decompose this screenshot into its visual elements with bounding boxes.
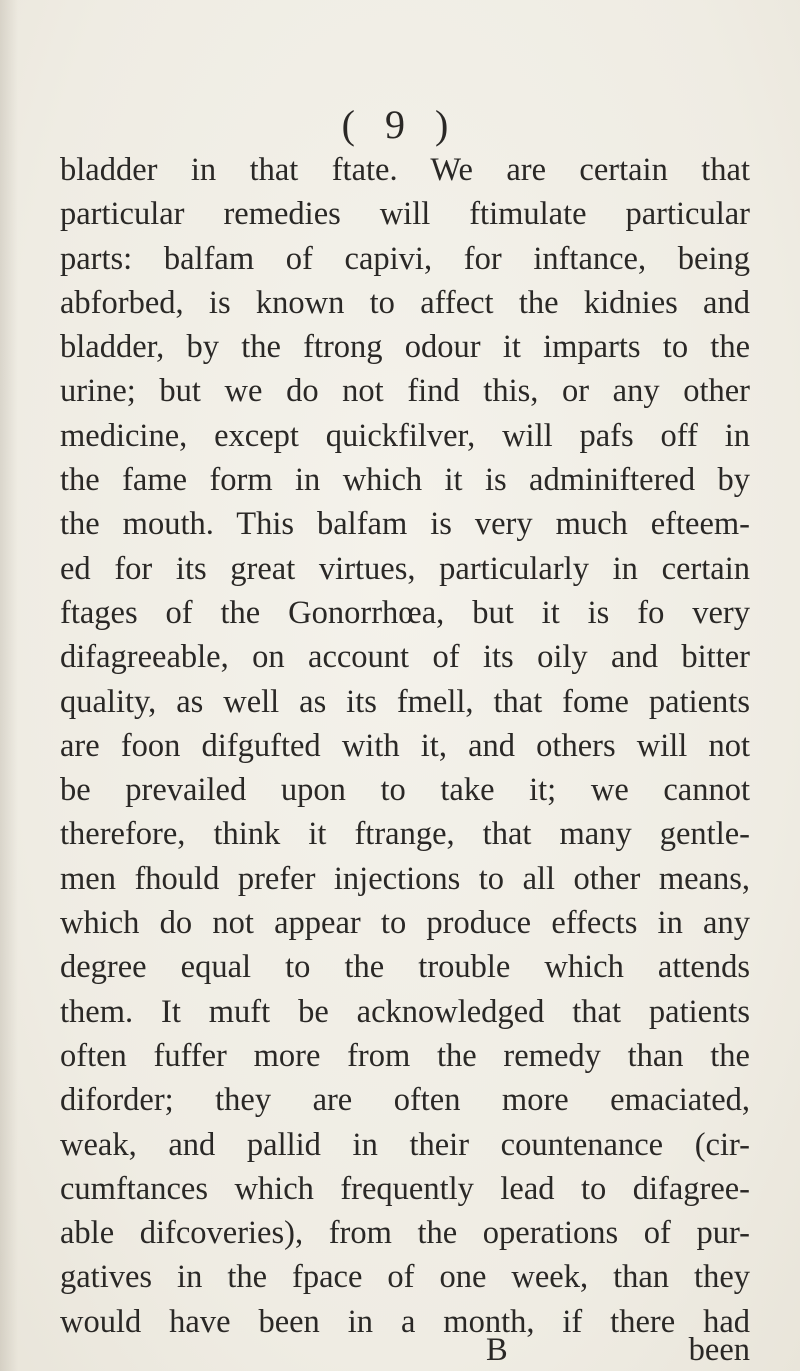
- text-line: often fuffer more from the remedy than the: [60, 1037, 750, 1074]
- text-line: be prevailed upon to take it; we cannot: [60, 772, 750, 809]
- text-line: weak, and pallid in their countenance (cir-: [60, 1126, 750, 1163]
- text-line: would have been in a month, if there had: [60, 1303, 750, 1340]
- text-line: ftages of the Gonorrhœa, but it is fo very: [60, 594, 750, 631]
- page-number: ( 9 ): [341, 102, 459, 147]
- text-line: the mouth. This balfam is very much efteem-: [60, 506, 750, 543]
- text-line: are foon difgufted with it, and others will not: [60, 727, 750, 764]
- text-line: the fame form in which it is adminiftered by: [60, 462, 750, 499]
- page-footer: [60, 1329, 750, 1371]
- text-line: quality, as well as its fmell, that fome patients: [60, 683, 750, 720]
- text-line: parts: balfam of capivi, for inftance, being: [60, 240, 750, 277]
- text-line: degree equal to the trouble which attends: [60, 949, 750, 986]
- text-line: urine; but we do not find this, or any other: [60, 373, 750, 410]
- binding-shadow: [0, 0, 18, 1371]
- text-line: bladder, by the ftrong odour it imparts to the: [60, 329, 750, 366]
- text-line: therefore, think it ftrange, that many gentle-: [60, 816, 750, 853]
- text-line: cumftances which frequently lead to difagree-: [60, 1170, 750, 1207]
- text-line: medicine, except quickfilver, will pafs off in: [60, 417, 750, 454]
- text-line: gatives in the fpace of one week, than they: [60, 1259, 750, 1296]
- signature-mark: B: [486, 1332, 508, 1368]
- body-text: [60, 148, 750, 1344]
- text-line: diforder; they are often more emaciated,: [60, 1082, 750, 1119]
- text-line: bladder in that ftate. We are certain that: [60, 152, 750, 188]
- text-line: able difcoveries), from the operations of pur-: [60, 1215, 750, 1252]
- text-line: ed for its great virtues, particularly in certain: [60, 550, 750, 587]
- text-line: difagreeable, on account of its oily and bitter: [60, 639, 750, 676]
- text-line: which do not appear to produce effects in any: [60, 905, 750, 942]
- catchword: been: [688, 1332, 750, 1368]
- text-line: abforbed, is known to affect the kidnies and: [60, 284, 750, 321]
- text-line: them. It muft be acknowledged that patients: [60, 993, 750, 1030]
- text-line: men fhould prefer injections to all other means,: [60, 860, 750, 897]
- text-line: particular remedies will ftimulate particular: [60, 196, 750, 233]
